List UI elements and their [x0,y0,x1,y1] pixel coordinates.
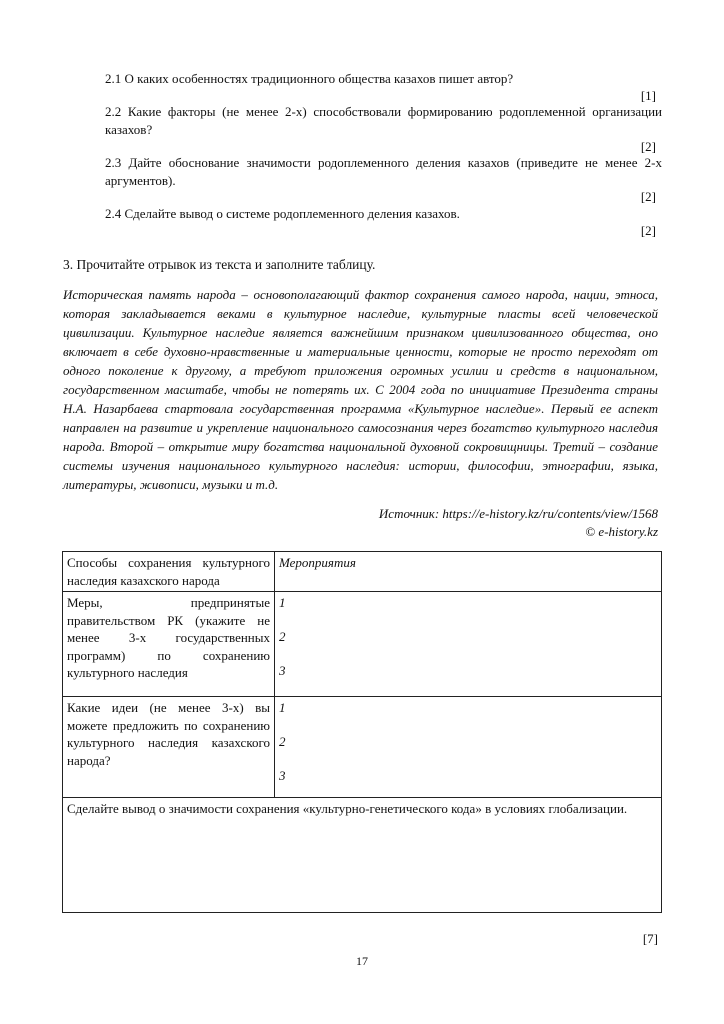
header-methods: Способы сохранения культурного наследия казахского народа [63,552,275,592]
mark-2-1: [1] [640,88,656,103]
question-2-3: 2.3 Дайте обоснование значимости родоплеменного деления казахов (приведите не менее 2-х аргументов). [105,155,662,188]
section-3-title: 3. Прочитайте отрывок из текста и заполните таблицу. [63,257,376,272]
question-2-2: 2.2 Какие факторы (не менее 2-х) способствовали формированию родоплеменной организации казахов? [105,104,662,137]
table-row [63,592,662,697]
answer-number: 1 [279,700,286,716]
source-copyright: © e-history.kz [585,524,658,540]
answer-number: 1 [279,595,286,611]
answer-cell-government[interactable] [275,592,662,697]
passage-text: Историческая память народа – основополагающий фактор сохранения самого народа, нации, этноса, которая закладывается веками в культурное наследие, культурные пласты всей человеческой цивилизации. Культурное наследие является важнейшим признаком цивилизованного общества, оно включает в себе духовно-нравственные и материальные ценности, которые не просто переходят от одного поколение к другому, а требуют приложения огромных усилии и средств в национальном, государственном масштабе, чтобы не потерять их. С 2004 года по инициативе Президента страны Н.А. Назарбаева стартовала государственная программа «Культурное наследие». Первый ее аспект направлен на развитие и укрепление национального самосознания через богатство культурного наследия народа. Второй – открытие миру богатства национальной духовной сокровищницы. Третий – создание системы изучения национального культурного наследия: истории, философии, этнографии, языка, литературы, живописи, музыки и т.д. [63,287,658,492]
question-2-1: 2.1 О каких особенностях традиционного общества казахов пишет автор? [105,71,514,86]
page-number: 17 [356,954,368,968]
row-your-ideas: Какие идеи (не менее 3-х) вы можете предложить по сохранению культурного наследия казахского народа? [63,697,275,798]
worksheet-table [62,551,662,913]
answer-number: 3 [279,663,286,679]
mark-2-2: [2] [640,139,656,154]
source-url: Источник: https://e-history.kz/ru/contents/view/1568 [378,506,658,521]
table-row [63,798,662,913]
final-mark: [7] [642,931,658,946]
conclusion-cell[interactable]: Сделайте вывод о значимости сохранения «культурно-генетического кода» в условиях глобализации. [63,798,662,913]
mark-2-4: [2] [640,223,656,238]
mark-2-3: [2] [640,189,656,204]
question-2-4: 2.4 Сделайте вывод о системе родоплеменного деления казахов. [105,206,460,221]
source-citation [379,505,658,541]
table-row [63,697,662,798]
header-events: Мероприятия [275,552,662,592]
row-government-measures: Меры, предпринятые правительством РК (укажите не менее 3-х государственных программ) по сохранению культурного наследия [63,592,275,697]
answer-cell-ideas[interactable] [275,697,662,798]
answer-number: 3 [279,768,286,784]
table-header-row [63,552,662,592]
answer-number: 2 [279,629,286,645]
answer-number: 2 [279,734,286,750]
